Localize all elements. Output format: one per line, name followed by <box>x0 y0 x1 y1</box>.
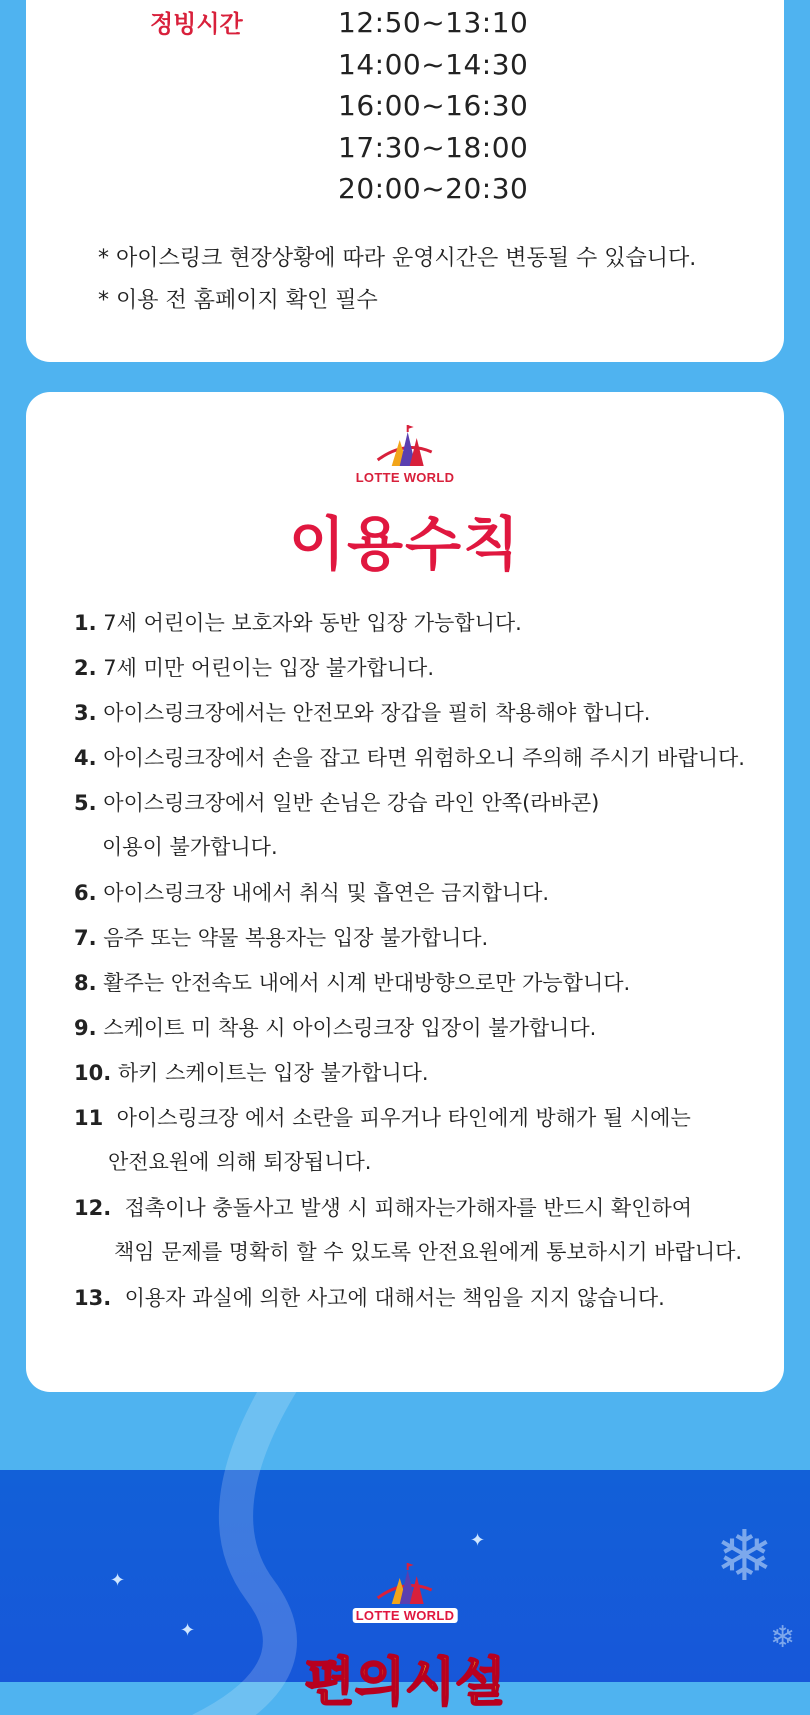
rules-title: 이용수칙 <box>288 510 522 578</box>
rule-number: 2. <box>74 656 97 680</box>
hours-card <box>26 0 784 362</box>
rule-number: 12. <box>74 1196 112 1220</box>
rule-text-continued: 이용이 불가합니다. <box>102 835 278 859</box>
rule-text-continued: 책임 문제를 명확히 할 수 있도록 안전요원에게 통보하시기 바랍니다. <box>114 1240 743 1264</box>
rule-item <box>74 607 522 637</box>
sparkle-icon: ✦ <box>110 1570 126 1591</box>
lotte-world-logo <box>353 1560 458 1623</box>
time-slot: 14:00~14:30 <box>338 47 529 81</box>
rule-text: 아이스링크장에서는 안전모와 장갑을 필히 착용해야 합니다. <box>103 701 651 725</box>
rule-number: 4. <box>74 746 97 770</box>
rule-item <box>74 922 488 952</box>
facilities-title: 편의시설 <box>304 1653 506 1713</box>
rule-number: 6. <box>74 881 97 905</box>
rule-text: 접촉이나 충돌사고 발생 시 피해자는가해자를 반드시 확인하여 <box>124 1196 693 1220</box>
rule-text: 활주는 안전속도 내에서 시계 반대방향으로만 가능합니다. <box>103 971 631 995</box>
logo-wordmark: LOTTE WORLD <box>353 1608 458 1623</box>
rule-item <box>74 1012 596 1042</box>
logo-wordmark: LOTTE WORLD <box>355 470 455 485</box>
rule-item <box>74 787 599 861</box>
rule-text: 7세 어린이는 보호자와 동반 입장 가능합니다. <box>103 611 522 635</box>
rules-card <box>26 392 784 1392</box>
time-slot: 17:30~18:00 <box>338 130 529 164</box>
rule-text-continued: 안전요원에 의해 퇴장됩니다. <box>108 1150 372 1174</box>
rule-item <box>74 1192 742 1266</box>
rule-text: 아이스링크장에서 일반 손님은 강습 라인 안쪽(라바콘) <box>103 791 600 815</box>
rule-text: 이용자 과실에 의한 사고에 대해서는 책임을 지지 않습니다. <box>124 1286 665 1310</box>
rule-number: 3. <box>74 701 97 725</box>
rule-item <box>74 877 549 907</box>
rule-number: 13. <box>74 1286 112 1310</box>
lotte-world-logo <box>356 422 455 485</box>
rule-text: 아이스링크장에서 손을 잡고 타면 위험하오니 주의해 주시기 바랍니다. <box>103 746 745 770</box>
castle-icon <box>370 1560 440 1608</box>
rule-text: 하키 스케이트는 입장 불가합니다. <box>117 1061 429 1085</box>
rule-text: 아이스링크장 내에서 취식 및 흡연은 금지합니다. <box>103 881 550 905</box>
rule-item <box>74 1282 665 1312</box>
rule-number: 11 <box>74 1106 104 1130</box>
rule-number: 5. <box>74 791 97 815</box>
rule-number: 10. <box>74 1061 112 1085</box>
ice-maintenance-label: 정빙시간 <box>150 10 243 38</box>
rule-text: 아이스링크장 에서 소란을 피우거나 타인에게 방해가 될 시에는 <box>116 1106 691 1130</box>
time-slot: 20:00~20:30 <box>338 172 529 205</box>
hours-note: * 이용 전 홈페이지 확인 필수 <box>98 288 378 313</box>
rule-number: 7. <box>74 926 97 950</box>
castle-icon <box>370 422 440 470</box>
rule-item <box>74 742 745 772</box>
sparkle-icon: ✦ <box>180 1620 196 1641</box>
rule-item <box>74 1057 429 1087</box>
rule-text: 스케이트 미 착용 시 아이스링크장 입장이 불가합니다. <box>103 1016 597 1040</box>
rule-number: 9. <box>74 1016 97 1040</box>
rule-text: 7세 미만 어린이는 입장 불가합니다. <box>103 656 435 680</box>
time-slot: 16:00~16:30 <box>338 89 529 122</box>
rule-item <box>74 967 630 997</box>
rule-number: 8. <box>74 971 97 995</box>
rule-number: 1. <box>74 611 97 635</box>
facilities-band <box>0 1470 810 1713</box>
rule-item <box>74 697 650 727</box>
rule-text: 음주 또는 약물 복용자는 입장 불가합니다. <box>103 926 489 950</box>
rule-item <box>74 652 434 682</box>
time-slot: 12:50~13:10 <box>338 6 529 39</box>
sparkle-icon: ✦ <box>470 1530 486 1551</box>
ice-maintenance-times <box>338 2 528 210</box>
snowflake-icon: ❄ <box>770 1620 796 1655</box>
snowflake-icon: ❄ <box>715 1515 774 1597</box>
rule-item <box>74 1102 691 1176</box>
hours-note: * 아이스링크 현장상황에 따라 운영시간은 변동될 수 있습니다. <box>98 246 697 271</box>
